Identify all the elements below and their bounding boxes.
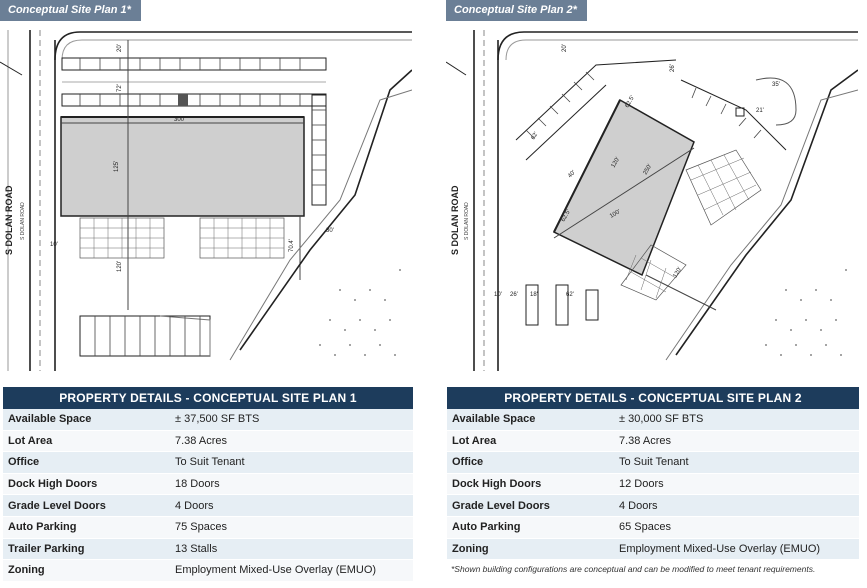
row-label: Dock High Doors bbox=[3, 473, 170, 495]
table-row bbox=[3, 452, 413, 474]
table-row bbox=[3, 538, 413, 560]
row-label: Grade Level Doors bbox=[3, 495, 170, 517]
plan2-dim-d: 21' bbox=[756, 108, 764, 114]
row-value: ± 30,000 SF BTS bbox=[614, 409, 859, 430]
footnote: *Shown building configurations are conceptual and can be modified to meet tenant requirements. bbox=[451, 564, 816, 575]
plan2-dim-p: 62' bbox=[566, 292, 574, 298]
row-value: To Suit Tenant bbox=[170, 452, 413, 474]
plan1-dim-height: 125' bbox=[114, 160, 120, 172]
row-label: Office bbox=[3, 452, 170, 474]
plan2-road-label: S DOLAN ROAD bbox=[450, 185, 460, 255]
row-value: 4 Doors bbox=[170, 495, 413, 517]
row-value: ± 37,500 SF BTS bbox=[170, 409, 413, 430]
site-plan-1-svg bbox=[0, 0, 412, 371]
row-value: To Suit Tenant bbox=[614, 452, 859, 474]
table-row bbox=[447, 452, 859, 474]
table-row bbox=[3, 495, 413, 517]
row-value: Employment Mixed-Use Overlay (EMUO) bbox=[614, 538, 859, 560]
row-label: Dock High Doors bbox=[447, 473, 614, 495]
plan1-dim-top: 72' bbox=[117, 84, 123, 92]
property-details-1-title: PROPERTY DETAILS - CONCEPTUAL SITE PLAN 1 bbox=[3, 387, 413, 409]
table-row bbox=[447, 430, 859, 452]
property-details-1 bbox=[3, 387, 413, 582]
plan2-dim-e: 62.5' bbox=[624, 94, 637, 109]
row-label: Zoning bbox=[447, 538, 614, 560]
site-plan-1-tag: Conceptual Site Plan 1* bbox=[0, 0, 141, 21]
row-value: 13 Stalls bbox=[170, 538, 413, 560]
row-label: Office bbox=[447, 452, 614, 474]
property-details-2 bbox=[447, 387, 859, 574]
site-plan-1-drawing bbox=[0, 0, 412, 371]
table-row bbox=[447, 516, 859, 538]
table-row bbox=[447, 473, 859, 495]
table-row bbox=[447, 409, 859, 430]
plan2-dim-g: 40' bbox=[567, 169, 577, 180]
row-label: Lot Area bbox=[3, 430, 170, 452]
row-label: Available Space bbox=[3, 409, 170, 430]
row-value: 7.38 Acres bbox=[170, 430, 413, 452]
plan1-dim-corner: 30' bbox=[326, 228, 334, 234]
row-label: Auto Parking bbox=[447, 516, 614, 538]
plan2-dim-k: 100' bbox=[609, 208, 622, 220]
plan2-dim-n: 26' bbox=[510, 292, 518, 298]
table-row bbox=[3, 560, 413, 582]
plan1-road-label: S DOLAN ROAD bbox=[4, 185, 14, 255]
plan2-dim-o: 18' bbox=[530, 292, 538, 298]
table-row bbox=[3, 430, 413, 452]
row-label: Trailer Parking bbox=[3, 538, 170, 560]
plan1-dim-left: 10' bbox=[50, 242, 58, 248]
plan2-dim-a: 20' bbox=[562, 44, 568, 52]
plan2-dim-c: 35' bbox=[772, 82, 780, 88]
row-value: 75 Spaces bbox=[170, 516, 413, 538]
plan1-dim-top2: 20' bbox=[117, 44, 123, 52]
table-row bbox=[3, 409, 413, 430]
plan1-dim-width: 300' bbox=[174, 117, 186, 123]
table-row bbox=[447, 538, 859, 560]
plan2-road-label-small: S DOLAN ROAD bbox=[464, 202, 470, 240]
row-value: 7.38 Acres bbox=[614, 430, 859, 452]
plan1-dim-right: 70.4' bbox=[289, 239, 295, 252]
row-label: Grade Level Doors bbox=[447, 495, 614, 517]
property-details-2-title: PROPERTY DETAILS - CONCEPTUAL SITE PLAN 2 bbox=[447, 387, 859, 409]
row-value: 18 Doors bbox=[170, 473, 413, 495]
table-row bbox=[447, 495, 859, 517]
plan2-dim-m: 10' bbox=[494, 292, 502, 298]
row-label: Lot Area bbox=[447, 430, 614, 452]
plan2-dim-l: 120' bbox=[672, 266, 684, 279]
plan2-dim-b: 26' bbox=[670, 64, 676, 72]
row-value: 12 Doors bbox=[614, 473, 859, 495]
row-label: Available Space bbox=[447, 409, 614, 430]
table-row bbox=[3, 516, 413, 538]
row-value: Employment Mixed-Use Overlay (EMUO) bbox=[170, 560, 413, 582]
site-plan-2-tag: Conceptual Site Plan 2* bbox=[446, 0, 587, 21]
property-details-1-table bbox=[3, 409, 413, 582]
plan2-dim-i: 250' bbox=[642, 163, 654, 176]
property-details-2-table bbox=[447, 409, 859, 560]
plan2-dim-f: 62' bbox=[530, 131, 540, 141]
row-value: 65 Spaces bbox=[614, 516, 859, 538]
site-plan-2-drawing bbox=[446, 0, 858, 371]
plan1-dim-bottom: 120' bbox=[117, 260, 123, 272]
row-value: 4 Doors bbox=[614, 495, 859, 517]
site-plan-2-svg bbox=[446, 0, 858, 371]
table-row bbox=[3, 473, 413, 495]
plan2-dim-j: 62.5' bbox=[560, 208, 573, 223]
plan1-road-label-small: S DOLAN ROAD bbox=[20, 202, 26, 240]
row-label: Zoning bbox=[3, 560, 170, 582]
plan2-dim-h: 120' bbox=[610, 156, 622, 169]
row-label: Auto Parking bbox=[3, 516, 170, 538]
